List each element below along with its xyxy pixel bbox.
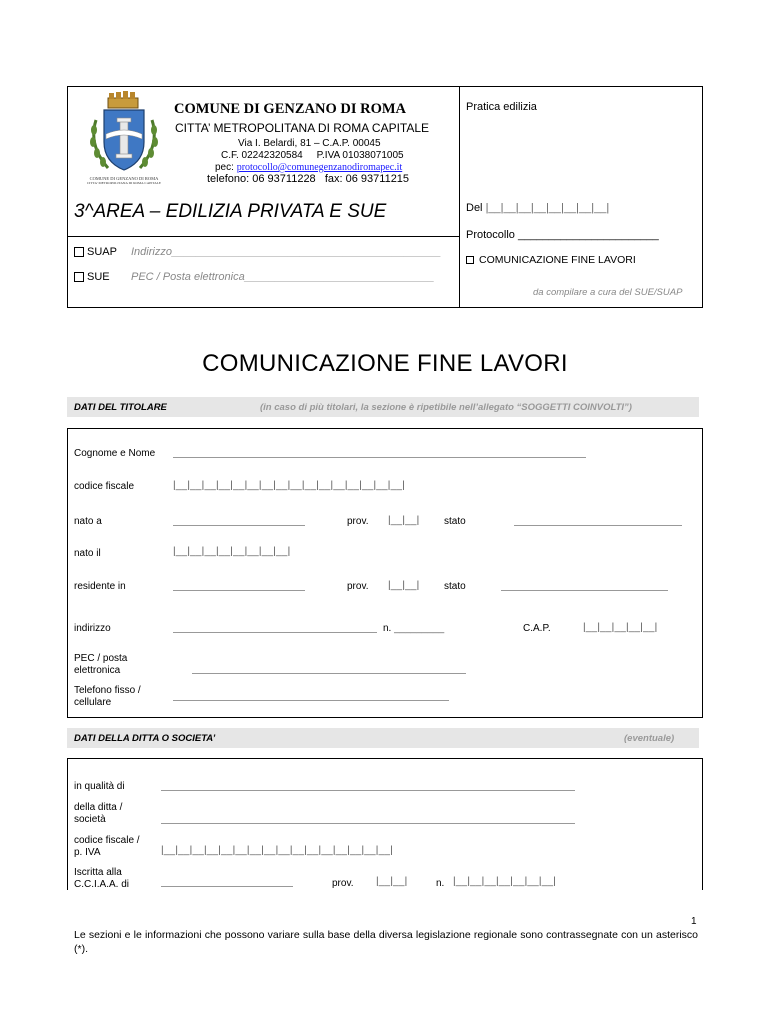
ditta-section-label: DATI DELLA DITTA O SOCIETA’ <box>74 733 216 744</box>
area-title: 3^AREA – EDILIZIA PRIVATA E SUE <box>74 201 387 222</box>
stato-label: stato <box>444 516 466 527</box>
titolare-section-label: DATI DEL TITOLARE <box>74 402 167 413</box>
cf-boxes-input[interactable]: |__|__|__|__|__|__|__|__|__|__|__|__|__|__|__|__| <box>173 480 405 491</box>
suap-option[interactable] <box>74 246 117 258</box>
cf-label: codice fiscale <box>74 481 135 492</box>
comunicazione-label: COMUNICAZIONE FINE LAVORI <box>479 254 636 266</box>
nato-a-label: nato a <box>74 516 102 527</box>
sue-label: SUE <box>87 271 110 283</box>
n-label: n. <box>383 623 392 634</box>
del-row <box>466 202 609 214</box>
suap-label: SUAP <box>87 246 117 258</box>
prov2-boxes-input[interactable]: |__|__| <box>388 580 420 591</box>
entity-name: COMUNE DI GENZANO DI ROMA <box>174 101 406 117</box>
entity-address: Via I. Belardi, 81 – C.A.P. 00045 <box>238 138 381 149</box>
entity-phone: telefono: 06 93711228 fax: 06 93711215 <box>207 173 410 185</box>
page-number: 1 <box>691 916 697 927</box>
del-date-boxes[interactable]: |__|__|__|__|__|__|__|__| <box>485 202 610 214</box>
residente-label: residente in <box>74 581 126 592</box>
ditta-n-label: n. <box>436 878 445 889</box>
qualita-label: in qualità di <box>74 781 125 792</box>
residente-input[interactable] <box>173 590 305 591</box>
indirizzo-label: indirizzo <box>74 623 111 634</box>
del-label: Del <box>466 202 483 214</box>
cciaa-label: Iscritta alla C.C.I.A.A. di <box>74 867 130 890</box>
footer-note: Le sezioni e le informazioni che possono variare sulla base della diversa legislazione regionale sono contrassegnate con un asterisco (*). <box>74 929 698 955</box>
nato-a-input[interactable] <box>173 525 305 526</box>
ditta-cf-label: codice fiscale / p. IVA <box>74 835 140 858</box>
entity-fiscal: C.F. 02242320584 P.IVA 01038071005 <box>221 150 404 161</box>
cognome-input[interactable] <box>173 457 586 458</box>
stato2-label: stato <box>444 581 466 592</box>
protocollo-label: Protocollo <box>466 229 515 241</box>
titolare-section-note: (in caso di più titolari, la sezione è ripetibile nell’allegato “SOGGETTI COINVOLTI”) <box>260 402 632 413</box>
sue-checkbox[interactable] <box>74 272 84 282</box>
protocollo-row <box>466 229 659 241</box>
cap-boxes-input[interactable]: |__|__|__|__|__| <box>583 622 658 633</box>
n-row <box>383 623 444 635</box>
indirizzo-input[interactable] <box>173 632 377 633</box>
stato-input[interactable] <box>514 525 682 526</box>
cap-label: C.A.P. <box>523 623 551 634</box>
entity-metro: CITTA’ METROPOLITANA DI ROMA CAPITALE <box>175 121 430 135</box>
compile-note: da compilare a cura del SUE/SUAP <box>533 287 683 298</box>
entity-pec <box>215 162 402 173</box>
cognome-label: Cognome e Nome <box>74 448 156 459</box>
cciaa-input[interactable] <box>161 886 293 887</box>
prov-label: prov. <box>347 516 369 527</box>
qualita-input[interactable] <box>161 790 575 791</box>
pratica-label: Pratica edilizia <box>466 101 537 113</box>
document-title: COMUNICAZIONE FINE LAVORI <box>202 350 568 377</box>
page-break-mask <box>60 890 710 912</box>
ditta-label: della ditta / società <box>74 802 123 825</box>
suap-address-field[interactable]: Indirizzo____________________________________________ <box>131 246 442 258</box>
header-divider <box>459 86 460 308</box>
sue-pec-field[interactable]: PEC / Posta elettronica_______________________________ <box>131 271 435 283</box>
prov2-label: prov. <box>347 581 369 592</box>
ditta-cf-boxes-input[interactable]: |__|__|__|__|__|__|__|__|__|__|__|__|__|__|__|__| <box>161 845 393 856</box>
logo-caption-name: COMUNE DI GENZANO DI ROMA <box>89 176 159 181</box>
suap-checkbox[interactable] <box>74 247 84 257</box>
pec-email-link[interactable]: protocollo@comunegenzanodiromapec.it <box>236 162 403 173</box>
stato2-input[interactable] <box>501 590 668 591</box>
ditta-section-note: (eventuale) <box>624 733 675 744</box>
pec-label: PEC / posta elettronica <box>74 653 128 676</box>
municipal-crest-logo <box>84 90 164 188</box>
titolare-section-box <box>67 428 703 718</box>
comunicazione-option[interactable] <box>466 254 636 266</box>
telefono-label: Telefono fisso / cellulare <box>74 685 141 708</box>
telefono-input[interactable] <box>173 700 449 701</box>
ditta-prov-label: prov. <box>332 878 354 889</box>
ditta-prov-boxes-input[interactable]: |__|__| <box>376 876 408 887</box>
pec-label: pec: <box>215 162 234 173</box>
nato-il-label: nato il <box>74 548 101 559</box>
prov-boxes-input[interactable]: |__|__| <box>388 515 420 526</box>
logo-caption-metro: CITTA' METROPOLITANA DI ROMA CAPITALE <box>86 181 162 185</box>
protocollo-field[interactable]: _______________________ <box>517 229 659 241</box>
comunicazione-checkbox[interactable] <box>466 256 474 264</box>
pec-input[interactable] <box>192 673 466 674</box>
nato-il-boxes-input[interactable]: |__|__|__|__|__|__|__|__| <box>173 546 291 557</box>
n-input[interactable]: _________ <box>394 623 445 634</box>
sue-option[interactable] <box>74 271 110 283</box>
ditta-n-boxes-input[interactable]: |__|__|__|__|__|__|__| <box>453 876 557 887</box>
header-separator <box>67 236 459 237</box>
ditta-input[interactable] <box>161 823 575 824</box>
